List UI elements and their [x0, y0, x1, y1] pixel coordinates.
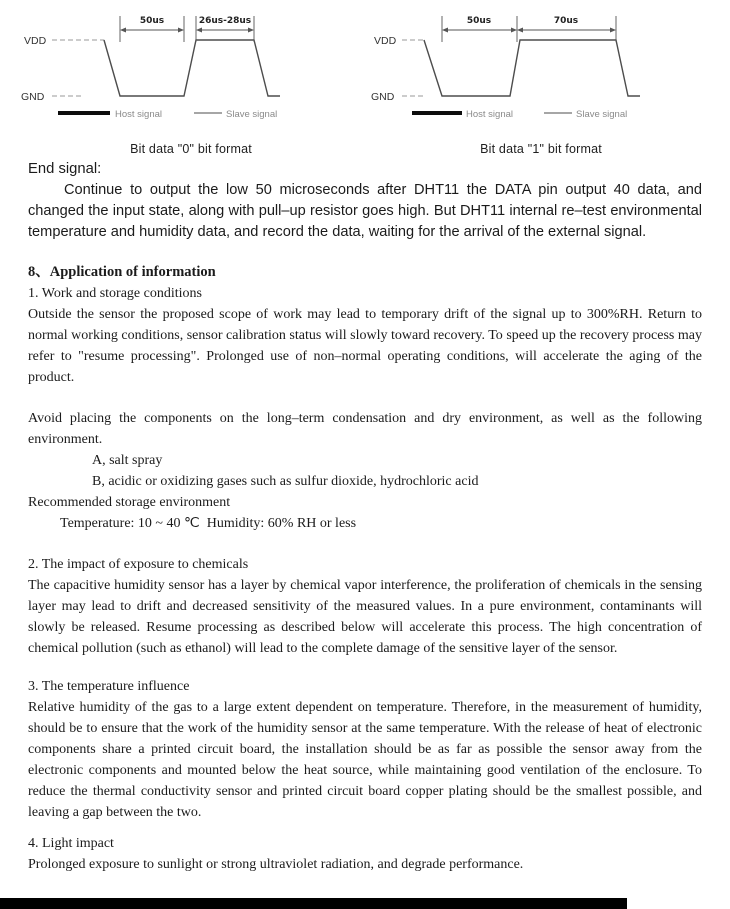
- low-duration-label: 50us: [466, 16, 492, 26]
- bit0-timing-diagram: [16, 8, 366, 156]
- vdd-label: VDD: [374, 35, 397, 47]
- chemicals-heading: 2. The impact of exposure to chemicals: [28, 557, 249, 572]
- host-signal-swatch: [58, 111, 110, 115]
- arrowhead-icon: [610, 28, 616, 33]
- low-duration-label: 50us: [139, 16, 165, 26]
- host-signal-label: Host signal: [115, 109, 162, 120]
- signal-waveform: [104, 40, 280, 96]
- application-heading: 8、Application of information: [28, 264, 216, 280]
- high-duration-label: 26us-28us: [198, 16, 252, 26]
- gnd-label: GND: [21, 91, 45, 103]
- arrowhead-icon: [442, 28, 448, 33]
- bit0-caption: Bit data "0" bit format: [130, 142, 252, 156]
- high-duration-label: 70us: [553, 16, 579, 26]
- light-heading: 4. Light impact: [28, 836, 114, 851]
- work-heading: 1. Work and storage conditions: [28, 286, 202, 301]
- arrowhead-icon: [120, 28, 126, 33]
- bit1-caption: Bit data "1" bit format: [480, 142, 602, 156]
- host-signal-swatch: [412, 111, 462, 115]
- bit1-waveform-svg: [366, 8, 711, 136]
- temperature-paragraph: Relative humidity of the gas to a large extent dependent on temperature. Therefore, in the measurement of humidity, should be to ensure that the work of the humidity sensor at the same temperature. With the release of heat of electronic components share a printed circuit board, the installation should be as far as possible the sensor away from the electronic components and mounted below the heat source, while maintaining good ventilation of the enclosure. To reduce the thermal conductivity sensor and printed circuit board copper plating should be the smallest possible, and leaving a gap between the two.: [28, 700, 702, 820]
- scan-artifact-bar: [0, 898, 627, 909]
- list-item-b: B, acidic or oxidizing gases such as sulfur dioxide, hydrochloric acid: [92, 474, 479, 489]
- list-item-a: A, salt spray: [92, 453, 163, 468]
- arrowhead-icon: [196, 28, 202, 33]
- arrowhead-icon: [248, 28, 254, 33]
- vdd-label: VDD: [24, 35, 47, 47]
- bit0-waveform-svg: [16, 8, 361, 136]
- gnd-label: GND: [371, 91, 395, 103]
- end-signal-heading: End signal:: [28, 161, 102, 177]
- chemicals-paragraph: The capacitive humidity sensor has a layer by chemical vapor interference, the proliferation of chemicals in the sensing layer may lead to drift and decreased sensitivity of the measured values. In a pure environment, contaminants will slowly be released. Resume processing as described below will accelerate this process. The high concentration of chemical pollution (such as ethanol) will lead to the complete damage of the sensitive layer of the sensor.: [28, 578, 702, 656]
- host-signal-label: Host signal: [466, 109, 513, 120]
- light-paragraph: Prolonged exposure to sunlight or strong ultraviolet radiation, and degrade performance.: [28, 857, 524, 872]
- arrowhead-icon: [511, 28, 517, 33]
- bit1-timing-diagram: [366, 8, 716, 156]
- work-paragraph-2: Avoid placing the components on the long–term condensation and dry environment, as well as the following environment.: [28, 411, 702, 447]
- end-signal-paragraph: Continue to output the low 50 microseconds after DHT11 the DATA pin output 40 data, and changed the input state, along with pull–up resistor goes high. But DHT11 internal re–test environmental temperature and humidity data, and record the data, waiting for the arrival of the external signal.: [28, 182, 702, 240]
- slave-signal-label: Slave signal: [226, 109, 278, 120]
- document-body: [0, 156, 730, 875]
- work-paragraph-1: Outside the sensor the proposed scope of work may lead to temporary drift of the signal up to 300%RH. Return to normal working conditions, sensor calibration status will slowly toward recovery. To speed up the recovery process may refer to "resume processing". Prolonged use of non–normal operating conditions, will accelerate the aging of the product.: [28, 307, 702, 385]
- timing-diagrams: [0, 0, 730, 156]
- signal-waveform: [424, 40, 640, 96]
- slave-signal-label: Slave signal: [576, 109, 628, 120]
- storage-conditions: Temperature: 10 ~ 40 ℃ Humidity: 60% RH or less: [60, 516, 357, 531]
- arrowhead-icon: [517, 28, 523, 33]
- arrowhead-icon: [178, 28, 184, 33]
- storage-heading: Recommended storage environment: [28, 495, 231, 510]
- temperature-heading: 3. The temperature influence: [28, 679, 190, 694]
